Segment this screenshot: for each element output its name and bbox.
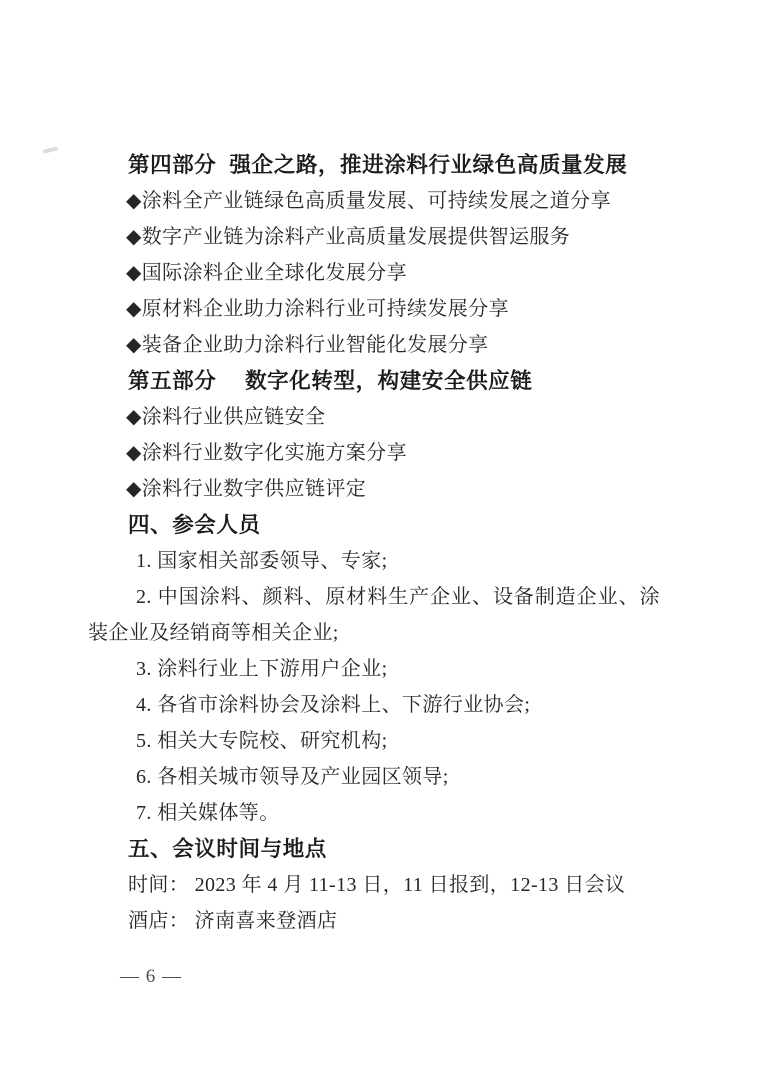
page-number: — 6 —	[120, 966, 182, 987]
list-item: 1. 国家相关部委领导、专家;	[136, 550, 388, 572]
section-attendees-heading: 四、参会人员	[128, 513, 261, 537]
list-item: 6. 各相关城市领导及产业园区领导;	[136, 766, 449, 788]
list-item: 2. 中国涂料、颜料、原材料生产企业、设备制造企业、涂	[136, 586, 660, 608]
bullet-item: ◆涂料行业供应链安全	[126, 406, 326, 428]
section-time-place-heading: 五、会议时间与地点	[128, 837, 327, 861]
meeting-hotel-line: 酒店： 济南喜来登酒店	[128, 910, 338, 932]
list-item-continuation: 装企业及经销商等相关企业;	[88, 622, 339, 644]
bullet-item: ◆装备企业助力涂料行业智能化发展分享	[126, 334, 489, 356]
scan-artifact	[43, 146, 59, 154]
list-item: 4. 各省市涂料协会及涂料上、下游行业协会;	[136, 694, 531, 716]
meeting-time-line: 时间： 2023 年 4 月 11-13 日，11 日报到，12-13 日会议	[128, 874, 626, 896]
bullet-item: ◆涂料行业数字化实施方案分享	[126, 442, 407, 464]
bullet-item: ◆国际涂料企业全球化发展分享	[126, 262, 407, 284]
bullet-item: ◆原材料企业助力涂料行业可持续发展分享	[126, 298, 509, 320]
bullet-item: ◆涂料全产业链绿色高质量发展、可持续发展之道分享	[126, 190, 611, 212]
document-body	[88, 147, 660, 939]
list-item: 7. 相关媒体等。	[136, 802, 280, 824]
list-item: 5. 相关大专院校、研究机构;	[136, 730, 388, 752]
bullet-item: ◆涂料行业数字供应链评定	[126, 478, 367, 500]
bullet-item: ◆数字产业链为涂料产业高质量发展提供智运服务	[126, 226, 571, 248]
part4-heading: 第四部分 强企之路，推进涂料行业绿色高质量发展	[128, 153, 628, 177]
list-item: 3. 涂料行业上下游用户企业;	[136, 658, 388, 680]
part5-heading: 第五部分 数字化转型，构建安全供应链	[128, 369, 533, 393]
